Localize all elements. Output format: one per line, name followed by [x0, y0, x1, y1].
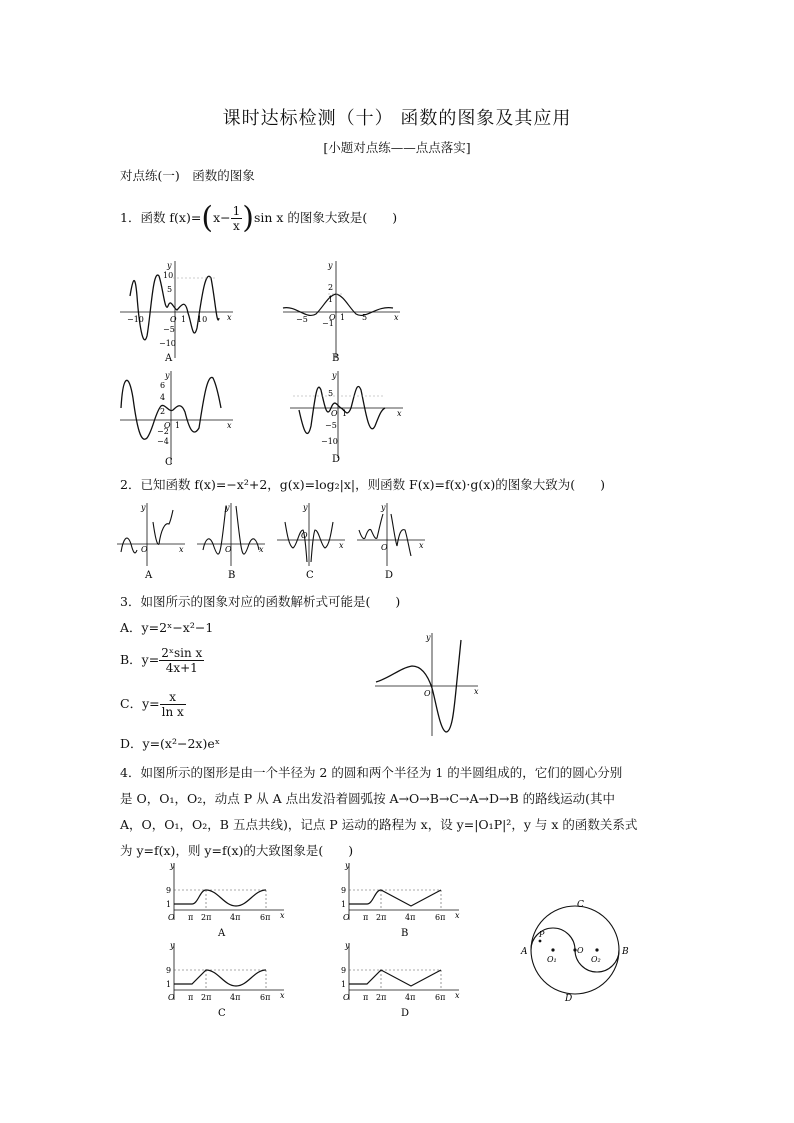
option-caption: A	[165, 353, 173, 363]
option-caption: C	[306, 570, 314, 581]
tick-label: 9	[341, 886, 347, 895]
q2-graph-a	[115, 500, 195, 582]
tick-label: 2π	[201, 993, 212, 1002]
q4-graph-d	[337, 940, 467, 1018]
tick-label: 6π	[435, 993, 446, 1002]
tick-label: 1	[181, 315, 187, 324]
origin-label: O	[164, 421, 171, 430]
tick-label: 4π	[230, 913, 241, 922]
tick-label: 6π	[260, 993, 271, 1002]
q1-graph-c	[115, 368, 240, 468]
question-1	[120, 200, 398, 236]
left-paren: (	[201, 200, 214, 236]
tick-label: 6π	[435, 913, 446, 922]
q4-line: 为 y=f(x)，则 y=f(x)的大致图象是( )	[120, 843, 354, 858]
x-axis-label: x	[280, 911, 285, 920]
question-2: 2．已知函数 f(x)=−x²+2，g(x)=log₂|x|，则函数 F(x)=f(x)·g(x)的图象大致为( )	[120, 477, 605, 492]
tick-label: −1	[322, 319, 334, 328]
q1-suffix: sin x 的图象大致是( )	[253, 210, 398, 225]
point-label-b: B	[622, 947, 629, 957]
x-axis-label: x	[259, 545, 264, 554]
y-axis-label: y	[303, 503, 308, 512]
tick-label: −5	[163, 325, 175, 334]
q1-fraction: $\frac{1}{x}$	[232, 204, 241, 233]
point-label-d: D	[565, 994, 573, 1004]
q1-graph-a	[115, 258, 240, 363]
q2-graph-d	[355, 500, 435, 582]
origin-label: O	[331, 409, 338, 418]
tick-label: 2	[328, 283, 334, 292]
question-4	[120, 760, 680, 864]
y-axis-label: y	[345, 941, 350, 950]
tick-label: 6π	[260, 913, 271, 922]
tick-label: 4π	[405, 913, 416, 922]
q1-prefix: 函数 f(x)=	[140, 210, 202, 225]
page-subtitle: [小题对点练——点点落实]	[323, 140, 471, 155]
q3-option-c: C．y= $\frac{x}{\text{ln x}}$	[120, 690, 184, 719]
option-caption: B	[332, 353, 340, 363]
point-label-o: O	[577, 946, 584, 955]
x-axis-label: x	[339, 541, 344, 550]
x-axis-label: x	[419, 541, 424, 550]
point-label-p: P	[539, 930, 545, 939]
x-axis-label: x	[280, 991, 285, 1000]
q3-option-a: A．y=2ˣ−x²−1	[120, 620, 214, 635]
tick-label: 5	[167, 285, 173, 294]
y-axis-label: y	[332, 371, 337, 380]
tick-label: π	[188, 993, 194, 1002]
tick-label: 1	[175, 421, 181, 430]
origin-label: O	[225, 545, 232, 554]
tick-label: −5	[296, 315, 308, 324]
tick-label: 2	[160, 407, 166, 416]
q1-graph-b	[278, 258, 408, 363]
tick-label: 2π	[376, 913, 387, 922]
section-heading: 对点练(一) 函数的图象	[120, 168, 255, 183]
q1-x-part: x−	[213, 210, 231, 225]
tick-label: 2π	[201, 913, 212, 922]
x-axis-label: x	[474, 687, 479, 696]
x-axis-label: x	[227, 313, 232, 322]
tick-label: 9	[166, 966, 172, 975]
y-axis-label: y	[426, 633, 431, 642]
x-axis-label: x	[397, 409, 402, 418]
tick-label: 4π	[230, 993, 241, 1002]
question-3: 3．如图所示的图象对应的函数解析式可能是( )	[120, 594, 401, 609]
q4-line: 是 O，O₁，O₂，动点 P 从 A 点出发沿着圆弧按 A→O→B→C→A→D→B 的路线运动(其中	[120, 791, 615, 806]
q4-circle-diagram	[515, 895, 635, 1005]
tick-label: π	[188, 913, 194, 922]
y-axis-label: y	[225, 503, 230, 512]
q2-graph-b	[195, 500, 275, 582]
origin-label: O	[168, 993, 175, 1002]
y-axis-label: y	[328, 261, 333, 270]
tick-label: −10	[127, 315, 144, 324]
origin-label: O	[168, 913, 175, 922]
tick-label: 1	[166, 980, 172, 989]
q3-graph	[370, 630, 485, 740]
tick-label: 4	[160, 393, 166, 402]
x-axis-label: x	[179, 545, 184, 554]
y-axis-label: y	[345, 861, 350, 870]
right-paren: )	[242, 200, 254, 236]
y-axis-label: y	[141, 503, 146, 512]
tick-label: 1	[328, 295, 334, 304]
q1-graph-d	[285, 368, 410, 468]
origin-label: O	[329, 313, 336, 322]
origin-label: O	[170, 315, 177, 324]
q1-number: 1．	[120, 210, 141, 225]
y-axis-label: y	[170, 861, 175, 870]
point-label-o2: O₂	[591, 955, 601, 964]
option-caption: B	[228, 570, 236, 581]
origin-label: O	[141, 545, 148, 554]
tick-label: −5	[325, 421, 337, 430]
x-axis-label: x	[455, 911, 460, 920]
q4-graph-b	[337, 860, 467, 938]
tick-label: 2π	[376, 993, 387, 1002]
option-caption: C	[165, 457, 173, 468]
tick-label: 1	[342, 409, 348, 418]
tick-label: −4	[157, 437, 169, 446]
tick-label: 1	[166, 900, 172, 909]
q2-graph-c	[275, 500, 355, 582]
tick-label: 9	[341, 966, 347, 975]
q4-line: 4．如图所示的图形是由一个半径为 2 的圆和两个半径为 1 的半圆组成的，它们的圆心分别	[120, 765, 623, 780]
q3-option-d: D．y=(x²−2x)eˣ	[120, 736, 221, 751]
tick-label: 5	[362, 313, 368, 322]
option-caption: D	[385, 570, 394, 581]
tick-label: 1	[341, 980, 347, 989]
tick-label: 6	[160, 381, 166, 390]
tick-label: 1	[341, 900, 347, 909]
point-label-c: C	[577, 900, 584, 910]
q4-graph-a	[162, 860, 292, 938]
point-label-a: A	[521, 947, 528, 957]
origin-label: O	[301, 531, 308, 540]
point-label-o1: O₁	[547, 955, 557, 964]
q3-option-b: B．y= $\frac{\text{2ˣsin x}}{4x+1}$	[120, 646, 203, 675]
option-caption: B	[401, 928, 409, 938]
tick-label: π	[363, 993, 369, 1002]
option-caption: D	[401, 1008, 410, 1018]
q4-line: A，O，O₁，O₂，B 五点共线)，记点 P 运动的路程为 x，设 y=|O₁P|²，y 与 x 的函数关系式	[120, 817, 638, 832]
x-axis-label: x	[394, 313, 399, 322]
option-caption: A	[145, 570, 153, 581]
y-axis-label: y	[170, 941, 175, 950]
tick-label: −10	[159, 339, 176, 348]
origin-label: O	[343, 993, 350, 1002]
tick-label: 5	[328, 389, 334, 398]
tick-label: 10	[163, 271, 174, 280]
option-caption: C	[218, 1008, 226, 1018]
origin-label: O	[424, 689, 431, 698]
x-axis-label: x	[227, 421, 232, 430]
y-axis-label: y	[167, 261, 172, 270]
tick-label: −2	[157, 427, 169, 436]
x-axis-label: x	[455, 991, 460, 1000]
origin-label: O	[343, 913, 350, 922]
y-axis-label: y	[381, 503, 386, 512]
tick-label: 9	[166, 886, 172, 895]
tick-label: 4π	[405, 993, 416, 1002]
option-caption: A	[218, 928, 226, 938]
option-caption: D	[332, 454, 341, 465]
page-title: 课时达标检测（十） 函数的图象及其应用	[222, 108, 572, 129]
tick-label: 1	[340, 313, 346, 322]
tick-label: 10	[197, 315, 208, 324]
tick-label: π	[363, 913, 369, 922]
y-axis-label: y	[165, 371, 170, 380]
q4-graph-c	[162, 940, 292, 1018]
origin-label: O	[381, 543, 388, 552]
tick-label: −10	[321, 437, 338, 446]
